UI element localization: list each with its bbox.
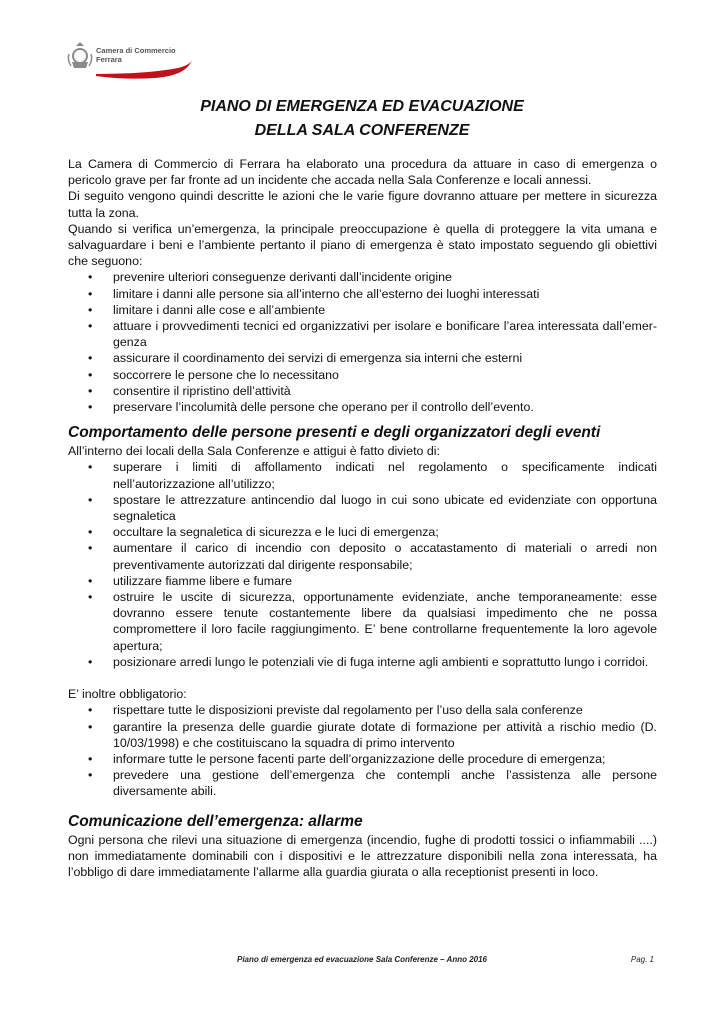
list-item: • rispettare tutte le disposizioni previste dal regolamento per l’uso della sala conferenze <box>68 702 657 718</box>
section-heading-alarm: Comunicazione dell’emergenza: allarme <box>68 812 363 830</box>
list-item: • prevenire ulteriori conseguenze derivanti dall’incidente origine <box>68 269 657 285</box>
prohibitions-list <box>68 459 657 670</box>
list-item: • ostruire le uscite di sicurezza, opportunamente evidenziate, anche temporaneamente: esse dovranno essere tenute costantemente libere da qualsiasi impedimento che ne possa compromettere il loro facile raggiungimento. E’ bene controllarne frequentemente la loro agevole apertura; <box>68 589 657 654</box>
spacer <box>68 670 657 686</box>
list-item: • assicurare il coordinamento dei servizi di emergenza sia interni che esterni <box>68 350 657 366</box>
footer-title: Piano di emergenza ed evacuazione Sala Conferenze – Anno 2016 <box>236 955 487 964</box>
intro-paragraph-2: Di seguito vengono quindi descritte le azioni che le varie figure dovranno attuare per mettere in sicurezza tutta la zona. <box>68 189 657 220</box>
list-item: • aumentare il carico di incendio con deposito o accatastamento di materiali o arredi non preventivamente autorizzati dal dirigente responsabile; <box>68 540 657 572</box>
logo <box>66 40 196 85</box>
list-item: • attuare i provvedimenti tecnici ed organizzativi per isolare e bonificare l’area interessata dall’emer-genza <box>68 318 657 350</box>
list-item: • prevedere una gestione dell’emergenza che contempli anche l’assistenza alle persone diversamente abili. <box>68 767 657 799</box>
list-item: • garantire la presenza delle guardie giurate dotate di formazione per attività a rischio medio (D. 10/03/1998) e che costituiscano la squadra di primo intervento <box>68 719 657 751</box>
objectives-list <box>68 269 657 415</box>
logo-text-line1: Camera di Commercio <box>96 46 176 55</box>
list-item: • consentire il ripristino dell’attività <box>68 383 657 399</box>
page-number: Pag. 1 <box>630 955 654 964</box>
list-item: • preservare l’incolumità delle persone che operano per il controllo dell’evento. <box>68 399 657 415</box>
logo-text-line2: Ferrara <box>96 54 122 64</box>
list-item: • soccorrere le persone che lo necessitano <box>68 367 657 383</box>
section3-text: Ogni persona che rilevi una situazione di emergenza (incendio, fughe di prodotti tossici o infiammabili ....) non immediatamente dominabili con i dispositivi e le attrezzature disponibili nella zona interessata, ha l’obbligo di dare immediatamente l’allarme alla guardia giurata o alla receptionist presenti in loco. <box>68 832 657 879</box>
obligations-list <box>68 702 657 799</box>
list-item: • posizionare arredi lungo le potenziali vie di fuga interne agli ambienti e soprattutto lungo i corridoi. <box>68 654 657 670</box>
list-item: • occultare la segnaletica di sicurezza e le luci di emergenza; <box>68 524 657 540</box>
document-body <box>68 156 657 880</box>
intro-paragraph-3: Quando si verifica un’emergenza, la principale preoccupazione è quella di proteggere la vita umana e salvaguardare i beni e l’ambiente pertanto il piano di emergenza è stato impostato seguendo gli obiettivi che seguono: <box>68 221 657 269</box>
list-item: • informare tutte le persone facenti parte dell’organizzazione delle procedure di emergenza; <box>68 751 657 767</box>
title-line2: DELLA SALA CONFERENZE <box>254 122 470 139</box>
intro-paragraph-1: La Camera di Commercio di Ferrara ha elaborato una procedura da attuare in caso di emergenza o pericolo grave per far fronte ad un incidente che accada nella Sala Conferenze e locali annessi. <box>68 157 657 188</box>
section1-intro: All’interno dei locali della Sala Conferenze e attigui è fatto divieto di: <box>68 444 440 459</box>
list-item: • spostare le attrezzature antincendio dal luogo in cui sono ubicate ed evidenziate con opportuna segnaletica <box>68 492 657 524</box>
section-heading-behaviour: Comportamento delle persone presenti e degli organizzatori degli eventi <box>68 424 601 442</box>
list-item: • limitare i danni alle persone sia all’interno che all’esterno dei luoghi interessati <box>68 286 657 302</box>
section2-intro: E’ inoltre obbligatorio: <box>68 687 187 702</box>
list-item: • limitare i danni alle cose e all’ambiente <box>68 302 657 318</box>
document-title <box>0 95 724 143</box>
list-item: • utilizzare fiamme libere e fumare <box>68 573 657 589</box>
title-line1: PIANO DI EMERGENZA ED EVACUAZIONE <box>200 98 524 115</box>
list-item: • superare i limiti di affollamento indicati nel regolamento o specificamente indicati nell’autorizzazione all’utilizzo; <box>68 459 657 491</box>
